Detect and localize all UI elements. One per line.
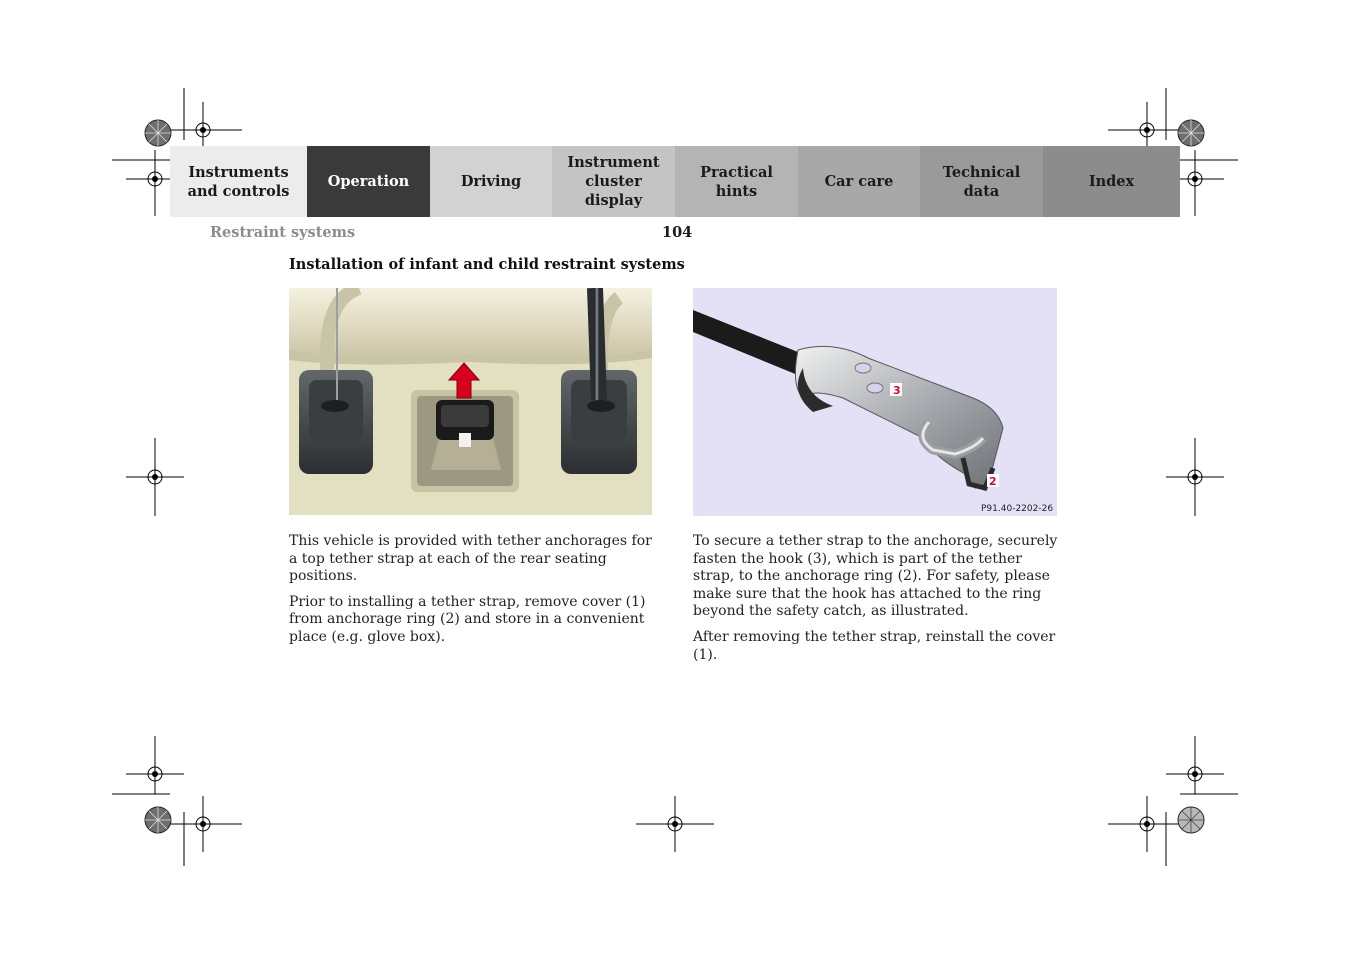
tab-label: Technical data bbox=[942, 163, 1021, 200]
anchorage-cover-illustration bbox=[289, 288, 652, 515]
left-text-column bbox=[289, 533, 659, 655]
page-number: 104 bbox=[662, 224, 693, 241]
paragraph: After removing the tether strap, reinstall the cover (1). bbox=[693, 628, 1056, 663]
tab-driving[interactable] bbox=[430, 146, 552, 217]
tether-hook-illustration bbox=[693, 288, 1057, 516]
tab-practical-hints[interactable] bbox=[675, 146, 798, 217]
chapter-tab-bar bbox=[170, 146, 1180, 217]
tab-label: Instrument cluster display bbox=[567, 154, 660, 209]
tab-instruments-and-controls[interactable] bbox=[170, 146, 307, 217]
right-text-column bbox=[693, 533, 1065, 672]
tab-label: Instruments and controls bbox=[187, 163, 290, 200]
tab-index[interactable] bbox=[1043, 146, 1180, 217]
paragraph: This vehicle is provided with tether anchorages for a top tether strap at each of the rear seating positions. bbox=[289, 533, 652, 585]
tab-label: Car care bbox=[824, 173, 894, 190]
section-title: Restraint systems bbox=[210, 224, 356, 241]
callout-ring-number: 2 bbox=[989, 475, 997, 488]
tab-instrument-cluster-display[interactable] bbox=[552, 146, 675, 217]
tab-label: Operation bbox=[327, 173, 410, 190]
paragraph: To secure a tether strap to the anchorage, securely fasten the hook (3), which is part of the tether strap, to the anchorage ring (2). For safety, please make sure that the hook has attached to the ring beyond the safety catch, as illustrated. bbox=[693, 533, 1058, 620]
tab-technical-data[interactable] bbox=[920, 146, 1043, 217]
figure-code: P91.40-2202-26 bbox=[981, 504, 1054, 514]
tab-label: Practical hints bbox=[700, 163, 773, 200]
tab-car-care[interactable] bbox=[798, 146, 920, 217]
paragraph: Prior to installing a tether strap, remove cover (1) from anchorage ring (2) and store in a convenient place (e.g. glove box). bbox=[289, 593, 646, 645]
tab-operation[interactable] bbox=[307, 146, 430, 217]
tab-label: Index bbox=[1088, 173, 1135, 190]
page-heading: Installation of infant and child restraint systems bbox=[289, 256, 685, 273]
tab-label: Driving bbox=[460, 173, 522, 190]
callout-hook-number: 3 bbox=[893, 384, 901, 397]
